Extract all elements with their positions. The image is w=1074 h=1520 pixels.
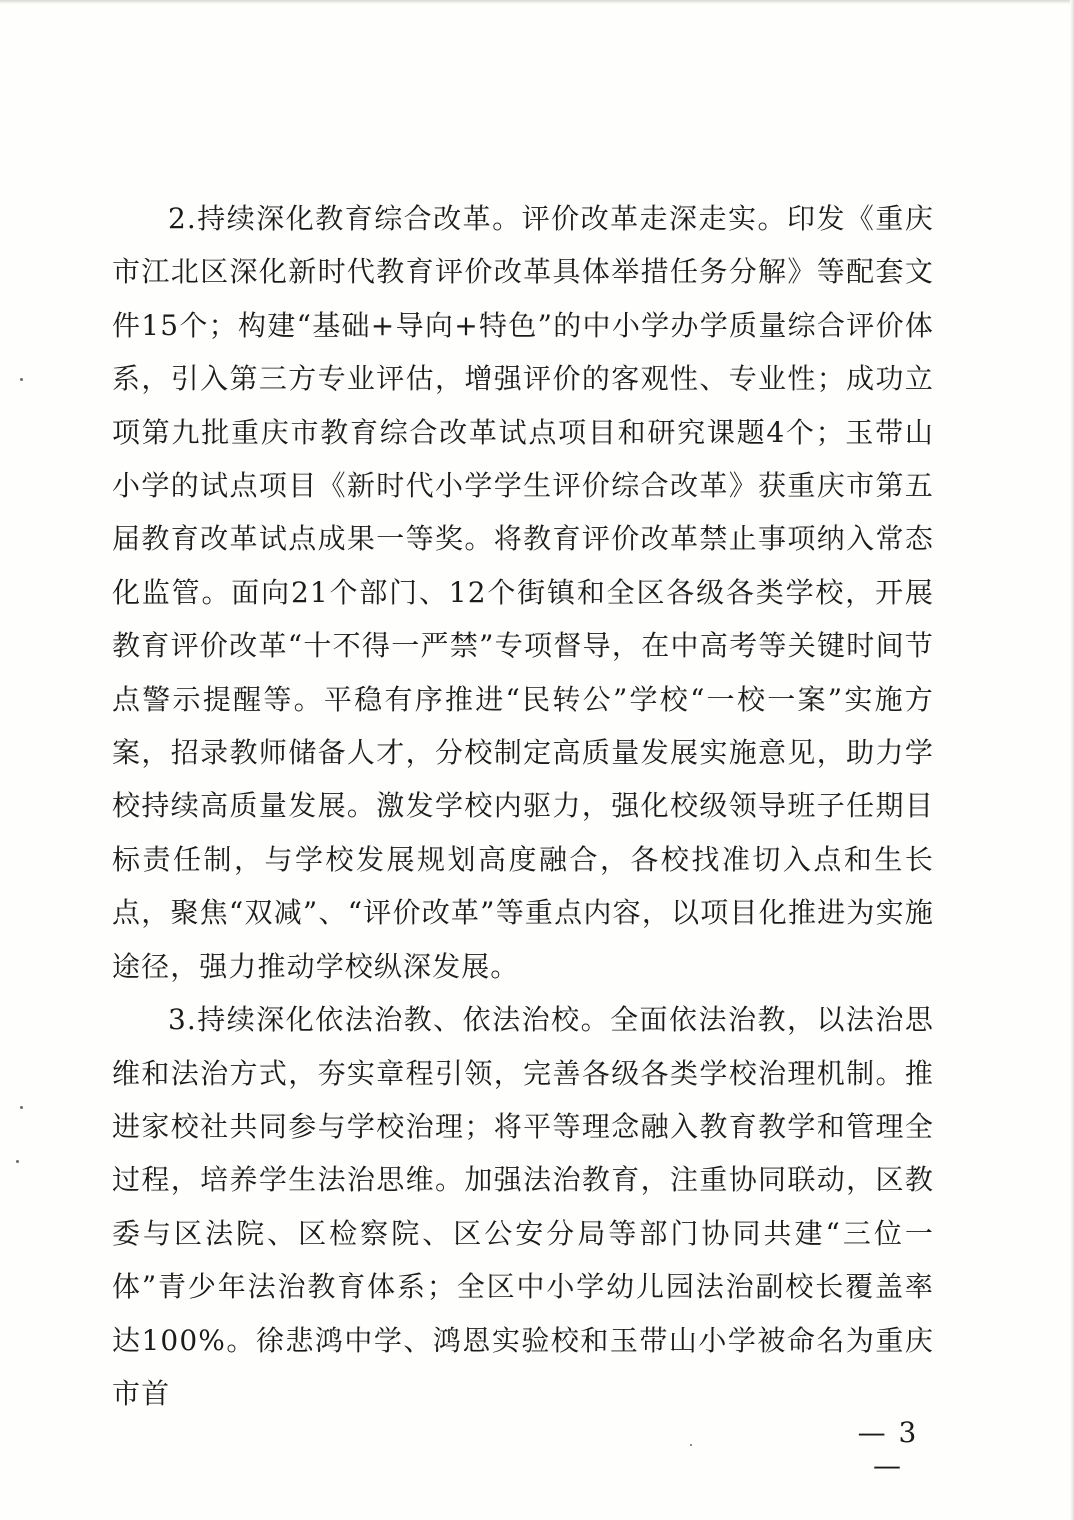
scan-speck — [16, 1160, 19, 1163]
body-text — [112, 192, 934, 1420]
scan-speck — [20, 378, 23, 381]
scan-speck — [20, 1106, 23, 1109]
scan-edge-right — [1070, 0, 1074, 1520]
page-number: — 3 — — [857, 1416, 919, 1482]
paragraph-rule-of-law: 3.持续深化依法治教、依法治校。全面依法治教，以法治思维和法治方式，夯实章程引领，完善各级各类学校治理机制。推进家校社共同参与学校治理；将平等理念融入教育教学和管理全过程，培养学生法治思维。加强法治教育，注重协同联动，区教委与区法院、区检察院、区公安分局等部门协同共建“三位一体”青少年法治教育体系；全区中小学幼儿园法治副校长覆盖率达100%。徐悲鸿中学、鸿恩实验校和玉带山小学被命名为重庆市首 — [112, 1003, 934, 1410]
scan-speck — [690, 1444, 692, 1446]
scan-edge-top — [0, 0, 1074, 4]
paragraph-education-reform: 2.持续深化教育综合改革。评价改革走深走实。印发《重庆市江北区深化新时代教育评价改革具体举措任务分解》等配套文件15个；构建“基础+导向+特色”的中小学办学质量综合评价体系，引入第三方专业评估，增强评价的客观性、专业性；成功立项第九批重庆市教育综合改革试点项目和研究课题4个；玉带山小学的试点项目《新时代小学学生评价综合改革》获重庆市第五届教育改革试点成果一等奖。将教育评价改革禁止事项纳入常态化监管。面向21个部门、12个街镇和全区各级各类学校，开展教育评价改革“十不得一严禁”专项督导，在中高考等关键时间节点警示提醒等。平稳有序推进“民转公”学校“一校一案”实施方案，招录教师储备人才，分校制定高质量发展实施意见，助力学校持续高质量发展。激发学校内驱力，强化校级领导班子任期目标责任制，与学校发展规划高度融合，各校找准切入点和生长点，聚焦“双减”、“评价改革”等重点内容，以项目化推进为实施途径，强力推动学校纵深发展。 — [112, 202, 934, 983]
